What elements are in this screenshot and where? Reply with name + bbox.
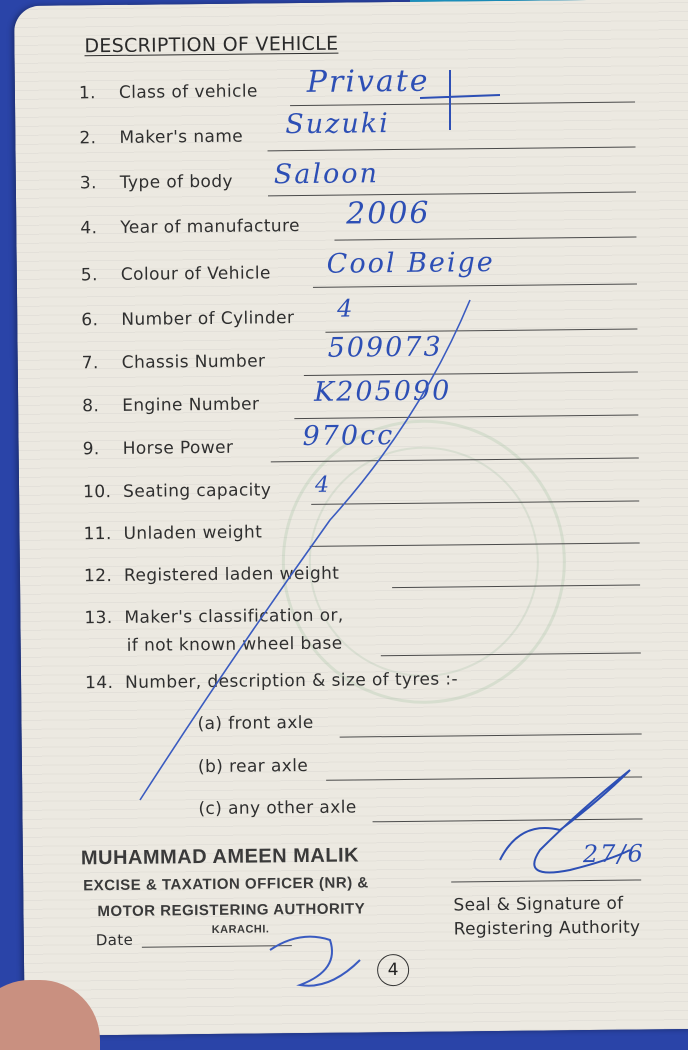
tyre-other-label: (c) any other axle bbox=[198, 797, 357, 820]
field-row-engine bbox=[82, 394, 259, 416]
field-label: Number, description & size of tyres :- bbox=[124, 669, 459, 693]
field-number: 5. bbox=[80, 265, 98, 286]
registration-book-page bbox=[14, 0, 688, 1036]
field-label: Maker's classification or, bbox=[124, 605, 344, 628]
handwritten-colour-value: Cool Beige bbox=[326, 246, 495, 280]
field-line bbox=[268, 191, 636, 196]
handwritten-year-value: 2006 bbox=[346, 195, 431, 232]
handwritten-cylinder-value: 4 bbox=[337, 294, 355, 323]
field-number: 13. bbox=[84, 608, 113, 629]
field-number: 7. bbox=[81, 353, 99, 374]
tyre-rear-label: (b) rear axle bbox=[197, 755, 309, 778]
field-number: 14. bbox=[84, 672, 114, 694]
field-label: Registered laden weight bbox=[123, 563, 340, 586]
field-label: Unladen weight bbox=[123, 522, 263, 544]
page-number: 4 bbox=[377, 954, 409, 986]
field-label: Class of vehicle bbox=[118, 81, 258, 103]
field-number: 12. bbox=[83, 566, 113, 587]
stamp-officer-name: MUHAMMAD AMEEN MALIK bbox=[80, 844, 360, 870]
stamp-authority: MOTOR REGISTERING AUTHORITY bbox=[97, 900, 366, 921]
field-number: 6. bbox=[81, 310, 99, 331]
field-row-colour bbox=[81, 263, 271, 285]
field-label: Seating capacity bbox=[122, 480, 272, 502]
field-line bbox=[294, 414, 638, 419]
field-label: Colour of Vehicle bbox=[120, 263, 271, 285]
tyre-front-label: (a) front axle bbox=[197, 712, 314, 735]
field-row-body bbox=[80, 172, 233, 194]
field-number: 10. bbox=[82, 482, 112, 503]
field-line bbox=[373, 818, 643, 822]
registering-authority-label: Registering Authority bbox=[453, 917, 641, 940]
handwritten-class-value: Private bbox=[306, 63, 430, 100]
field-row-class bbox=[79, 81, 258, 103]
signature-line bbox=[451, 879, 641, 882]
field-row-unladen bbox=[83, 522, 262, 544]
field-number: 3. bbox=[79, 173, 97, 194]
field-line bbox=[304, 371, 638, 375]
field-label: Maker's name bbox=[119, 126, 244, 148]
field-label: Chassis Number bbox=[121, 351, 266, 373]
field-label: Engine Number bbox=[122, 394, 260, 416]
field-label: Year of manufacture bbox=[120, 216, 301, 238]
field-line bbox=[340, 733, 642, 737]
field-number: 11. bbox=[83, 524, 112, 545]
handwritten-body-value: Saloon bbox=[273, 158, 380, 191]
field-row-tyres bbox=[85, 669, 458, 693]
field-line bbox=[326, 776, 642, 780]
field-row-year bbox=[80, 216, 300, 238]
wheel-base-label: if not known wheel base bbox=[126, 633, 343, 656]
field-number: 9. bbox=[82, 439, 100, 460]
handwritten-maker-value: Suzuki bbox=[285, 108, 390, 141]
handwritten-chassis-value: 509073 bbox=[327, 331, 443, 364]
field-number: 8. bbox=[82, 396, 100, 417]
field-number: 2. bbox=[79, 128, 97, 149]
field-line bbox=[268, 146, 636, 151]
seal-signature-label: Seal & Signature of bbox=[453, 893, 624, 916]
handwritten-horsepower-value: 970cc bbox=[302, 420, 395, 453]
date-label: Date bbox=[95, 930, 134, 950]
field-row-cylinder bbox=[81, 308, 294, 330]
page-heading: DESCRIPTION OF VEHICLE bbox=[84, 32, 339, 58]
field-number: 4. bbox=[80, 218, 98, 239]
field-line bbox=[334, 236, 636, 240]
field-row-laden bbox=[84, 564, 340, 587]
handwritten-seating-value: 4 bbox=[314, 472, 332, 498]
field-row-classification bbox=[84, 606, 343, 629]
field-row-chassis bbox=[82, 351, 266, 373]
field-line bbox=[313, 283, 637, 287]
field-row-seating bbox=[83, 480, 271, 502]
field-row-horsepower bbox=[83, 438, 234, 460]
stamp-officer-title: EXCISE & TAXATION OFFICER (NR) & bbox=[83, 874, 369, 895]
signature-date: 27/6 bbox=[582, 839, 645, 869]
field-number: 1. bbox=[78, 83, 97, 104]
field-row-maker bbox=[79, 127, 243, 149]
field-label: Horse Power bbox=[122, 437, 234, 459]
date-line bbox=[142, 945, 292, 948]
field-line bbox=[290, 102, 635, 107]
handwritten-engine-value: K205090 bbox=[313, 375, 452, 408]
field-label: Number of Cylinder bbox=[121, 308, 295, 330]
stamp-city: KARACHI. bbox=[211, 923, 270, 936]
field-label: Type of body bbox=[119, 171, 234, 193]
